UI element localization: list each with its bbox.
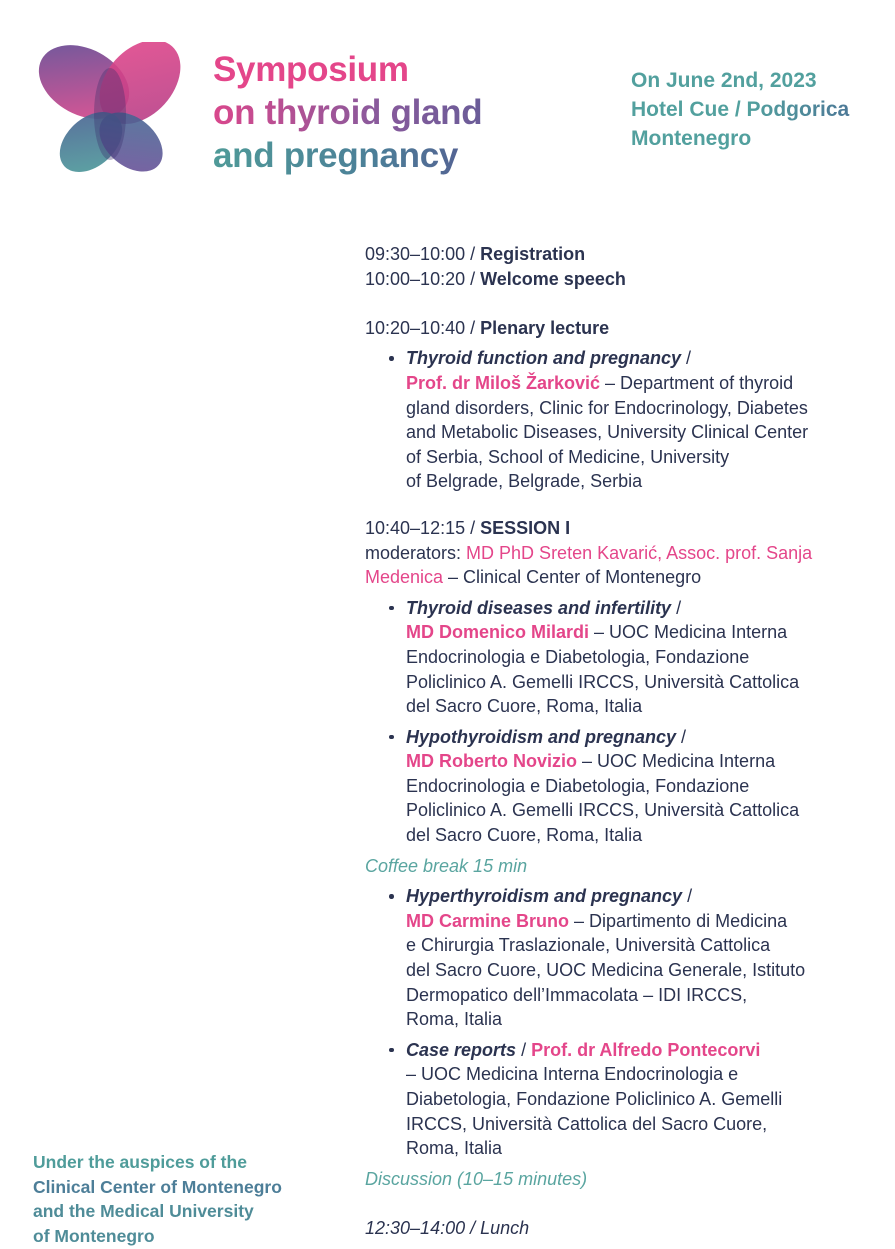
coffee-break: Coffee break 15 min <box>365 855 528 876</box>
talk-separator: / <box>681 348 692 369</box>
title-line-2: on thyroid gland <box>213 93 483 132</box>
moderators-suffix: – Clinical Center of Montenegro <box>443 567 702 588</box>
schedule-item-welcome <box>365 267 875 292</box>
auspices-note <box>33 1150 333 1248</box>
page-title <box>213 48 482 177</box>
talk-item <box>365 596 875 719</box>
event-country: Montenegro <box>631 127 752 150</box>
moderators-prefix: moderators: <box>365 542 467 563</box>
event-info <box>631 66 891 153</box>
time-slot: 10:40–12:15 / <box>365 517 481 538</box>
affiliation-line: of Serbia, School of Medicine, University <box>406 446 730 467</box>
talk-title: Thyroid function and pregnancy <box>406 348 682 369</box>
slot-label: Plenary lecture <box>480 317 610 338</box>
affiliation-line: of Belgrade, Belgrade, Serbia <box>406 471 643 492</box>
talk-title: Hypothyroidism and pregnancy <box>406 726 677 747</box>
schedule-item-registration <box>365 242 875 267</box>
event-venue: Hotel Cue / Podgorica <box>631 95 891 124</box>
talk-title: Thyroid diseases and infertility <box>406 597 672 618</box>
affiliation-line: and Metabolic Diseases, University Clinical Center <box>406 422 809 443</box>
affiliation-line: Endocrinologia e Diabetologia, Fondazione <box>406 646 750 667</box>
affiliation-line: gland disorders, Clinic for Endocrinology, Diabetes <box>406 397 808 418</box>
affiliation-line: Policlinico A. Gemelli IRCCS, Università Cattolica <box>406 800 800 821</box>
auspices-line: Under the auspices of the <box>33 1152 247 1172</box>
talk-item <box>365 1038 875 1161</box>
slot-label: Registration <box>480 244 586 264</box>
session-1-talks-after-break <box>365 884 875 1161</box>
affiliation-line: Endocrinologia e Diabetologia, Fondazione <box>406 775 750 796</box>
affiliation-line: Roma, Italia <box>406 1009 503 1030</box>
talk-separator: / <box>671 597 682 618</box>
schedule-item-plenary <box>365 316 875 341</box>
schedule-item-session-1 <box>365 516 875 541</box>
speaker-name: Prof. dr Alfredo Pontecorvi <box>531 1039 761 1060</box>
affiliation-line: IRCCS, Università Cattolica del Sacro Cuore, <box>406 1113 768 1134</box>
speaker-name: MD Carmine Bruno <box>406 910 570 931</box>
affiliation-line: Dermopatico dell’Immacolata – IDI IRCCS, <box>406 984 748 1005</box>
talk-item <box>365 346 875 494</box>
plenary-talks <box>365 346 875 494</box>
moderator-names: MD PhD Sreten Kavarić, Assoc. prof. Sanja <box>466 542 813 563</box>
talk-item <box>365 725 875 848</box>
affiliation-line: – UOC Medicina Interna <box>589 622 788 643</box>
talk-separator: / <box>682 886 693 907</box>
title-line-3: and pregnancy <box>213 134 482 177</box>
butterfly-logo-icon <box>36 42 186 178</box>
affiliation-line: – UOC Medicina Interna Endocrinologia e <box>406 1064 739 1085</box>
talk-title: Case reports <box>406 1039 517 1060</box>
slot-label: Welcome speech <box>480 268 626 289</box>
talk-separator: / <box>676 726 687 747</box>
affiliation-line: del Sacro Cuore, Roma, Italia <box>406 696 643 717</box>
time-slot: 10:00–10:20 / <box>365 268 481 289</box>
speaker-name: MD Domenico Milardi <box>406 622 590 643</box>
auspices-line: and the Medical University <box>33 1201 254 1221</box>
auspices-line: Clinical Center of Montenegro <box>33 1176 282 1197</box>
moderators <box>365 541 875 566</box>
talk-separator: / <box>516 1039 532 1060</box>
speaker-name: Prof. dr Miloš Žarković <box>406 372 601 393</box>
title-line-1: Symposium <box>213 50 409 89</box>
affiliation-line: – Dipartimento di Medicina <box>569 910 788 931</box>
time-slot: 09:30–10:00 / <box>365 244 481 264</box>
affiliation-line: – Department of thyroid <box>600 372 794 393</box>
session-1-talks <box>365 596 875 848</box>
affiliation-line: e Chirurgia Traslazionale, Università Cattolica <box>406 935 771 956</box>
talk-title: Hyperthyroidism and pregnancy <box>406 886 683 907</box>
event-date: On June 2nd, 2023 <box>631 69 817 92</box>
program-schedule <box>365 242 875 1241</box>
affiliation-line: del Sacro Cuore, Roma, Italia <box>406 825 643 846</box>
moderator-names: Medenica <box>365 567 444 588</box>
affiliation-line: – UOC Medicina Interna <box>577 751 776 772</box>
moderators-cont <box>365 565 875 590</box>
time-slot: 10:20–10:40 / <box>365 317 481 338</box>
affiliation-line: Diabetologia, Fondazione Policlinico A. Gemelli <box>406 1089 783 1109</box>
slot-label: SESSION I <box>480 517 571 538</box>
schedule-item-lunch: 12:30–14:00 / Lunch <box>365 1217 530 1238</box>
affiliation-line: Policlinico A. Gemelli IRCCS, Università Cattolica <box>406 671 800 692</box>
affiliation-line: Roma, Italia <box>406 1138 503 1159</box>
speaker-name: MD Roberto Novizio <box>406 751 577 772</box>
affiliation-line: del Sacro Cuore, UOC Medicina Generale, Istituto <box>406 960 806 981</box>
talk-item <box>365 884 875 1032</box>
auspices-line: of Montenegro <box>33 1225 155 1246</box>
discussion-note: Discussion (10–15 minutes) <box>365 1168 588 1189</box>
